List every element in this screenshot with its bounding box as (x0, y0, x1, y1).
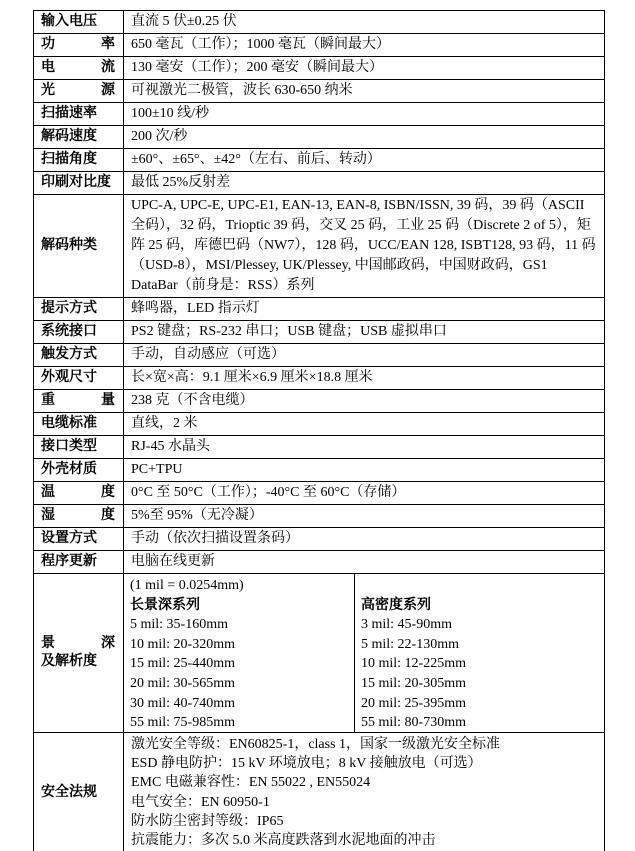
line-item: 15 mil: 25-440mm (130, 656, 235, 672)
specification-table (33, 10, 605, 851)
spec-value: 最低 25%反射差 (124, 172, 605, 195)
spec-label: 重 量 (34, 390, 124, 413)
table-row (34, 11, 605, 34)
table-row (34, 172, 605, 195)
line-item: 10 mil: 20-320mm (130, 636, 235, 652)
depth-of-field-columns (124, 574, 604, 732)
table-row (34, 80, 605, 103)
depth-of-field-cell (124, 574, 605, 733)
spec-label: 接口类型 (34, 436, 124, 459)
spec-value: PC+TPU (124, 459, 605, 482)
spec-value: 238 克（不含电缆） (124, 390, 605, 413)
spec-label: 电 流 (34, 57, 124, 80)
line-item: 20 mil: 30-565mm (130, 675, 235, 691)
table-row (34, 413, 605, 436)
spec-label: 扫描角度 (34, 149, 124, 172)
spec-value: 可视激光二极管，波长 630-650 纳米 (124, 80, 605, 103)
spec-label: 外观尺寸 (34, 367, 124, 390)
spec-label: 电缆标准 (34, 413, 124, 436)
table-row (34, 482, 605, 505)
spec-label: 输入电压 (34, 11, 124, 34)
spec-label: 解码种类 (34, 195, 124, 298)
line-item: 15 mil: 20-305mm (361, 675, 466, 691)
spec-label: 外壳材质 (34, 459, 124, 482)
table-row (34, 551, 605, 574)
line-item: 电气安全：EN 60950-1 (131, 794, 270, 810)
spec-label: 安全法规 (34, 733, 124, 851)
safety-regulation-lines (131, 735, 597, 850)
table-row (34, 344, 605, 367)
spec-value: 手动，自动感应（可选） (124, 344, 605, 367)
table-row (34, 436, 605, 459)
line-item: 防水防尘密封等级：IP65 (131, 813, 284, 829)
mil-conversion-note: (1 mil = 0.0254mm) (130, 578, 244, 593)
spec-label: 扫描速率 (34, 103, 124, 126)
table-row (34, 367, 605, 390)
line-item: 55 mil: 75-985mm (130, 715, 235, 731)
spec-label: 触发方式 (34, 344, 124, 367)
spec-label: 程序更新 (34, 551, 124, 574)
line-item: ESD 静电防护：15 kV 环境放电；8 kV 接触放电（可选） (131, 756, 482, 772)
spec-label: 系统接口 (34, 321, 124, 344)
line-item: 激光安全等级：EN60825-1，class 1，国家一级激光安全标准 (131, 737, 501, 752)
high-density-series-title: 高密度系列 (361, 597, 431, 613)
line-item: 5 mil: 22-130mm (361, 636, 459, 652)
high-density-series-column (354, 574, 604, 732)
spec-value: 5%至 95%（无冷凝） (124, 505, 605, 528)
table-row (34, 528, 605, 551)
spec-label: 功 率 (34, 34, 124, 57)
table-row-safety (34, 733, 605, 851)
table-row (34, 459, 605, 482)
spec-label: 光 源 (34, 80, 124, 103)
spec-value: 直线，2 米 (124, 413, 605, 436)
spec-value: 电脑在线更新 (124, 551, 605, 574)
spec-label: 设置方式 (34, 528, 124, 551)
table-row (34, 195, 605, 298)
high-density-series-items (361, 615, 598, 733)
spec-value: 长×宽×高：9.1 厘米×6.9 厘米×18.8 厘米 (124, 367, 605, 390)
long-depth-series-items (130, 615, 348, 733)
table-row (34, 103, 605, 126)
line-item: 抗震能力：多次 5.0 米高度跌落到水泥地面的冲击 (131, 832, 436, 848)
spec-label: 温 度 (34, 482, 124, 505)
table-row (34, 57, 605, 80)
spec-value: 蜂鸣器，LED 指示灯 (124, 298, 605, 321)
safety-regulations-cell (124, 733, 605, 851)
spec-value: 650 毫瓦（工作）；1000 毫瓦（瞬间最大） (124, 34, 605, 57)
table-row (34, 390, 605, 413)
line-item: 30 mil: 40-740mm (130, 695, 235, 711)
table-row (34, 149, 605, 172)
table-row (34, 505, 605, 528)
table-row (34, 34, 605, 57)
spec-value: 直流 5 伏±0.25 伏 (124, 11, 605, 34)
line-item: 20 mil: 25-395mm (361, 695, 466, 711)
table-row (34, 298, 605, 321)
long-depth-series-column (124, 574, 354, 732)
table-row (34, 321, 605, 344)
spec-value: ±60°、±65°、±42°（左右、前后、转动） (124, 149, 605, 172)
table-row (34, 126, 605, 149)
spec-value: PS2 键盘；RS-232 串口；USB 键盘；USB 虚拟串口 (124, 321, 605, 344)
spec-value: 0°C 至 50°C（工作）；-40°C 至 60°C（存储） (124, 482, 605, 505)
spec-value: 130 毫安（工作）；200 毫安（瞬间最大） (124, 57, 605, 80)
spec-value: 100±10 线/秒 (124, 103, 605, 126)
spec-label: 湿 度 (34, 505, 124, 528)
table-row-depth-of-field (34, 574, 605, 733)
spec-label: 印刷对比度 (34, 172, 124, 195)
spec-label (34, 574, 124, 733)
line-item: 55 mil: 80-730mm (361, 715, 466, 731)
spec-label: 提示方式 (34, 298, 124, 321)
spec-value: 手动（依次扫描设置条码） (124, 528, 605, 551)
line-item: 10 mil: 12-225mm (361, 656, 466, 672)
spec-value: RJ-45 水晶头 (124, 436, 605, 459)
spec-label-line2: 及解析度 (41, 654, 97, 669)
line-item: 3 mil: 45-90mm (361, 617, 452, 633)
spec-label-line1: 景 深 (41, 636, 115, 651)
spacer (361, 576, 598, 596)
line-item: EMC 电磁兼容性：EN 55022 , EN55024 (131, 775, 371, 791)
line-item: 5 mil: 35-160mm (130, 617, 228, 633)
spec-label: 解码速度 (34, 126, 124, 149)
spec-value: UPC-A, UPC-E, UPC-E1, EAN-13, EAN-8, ISBN/ISSN, 39 码，39 码（ASCII 全码），32 码，Trioptic 39 码，交叉 25 码，工业 25 码（Discrete 2 of 5），矩阵 25 码，库德巴码（NW7），128 码，UCC/EAN 128, ISBT128, 93 码，11 码（USD-8），MSI/Plessey, UK/Plessey, 中国邮政码，中国财政码，GS1 DataBar（前身是：RSS）系列 (124, 195, 605, 298)
long-depth-series-title: 长景深系列 (130, 597, 200, 613)
spec-value: 200 次/秒 (124, 126, 605, 149)
